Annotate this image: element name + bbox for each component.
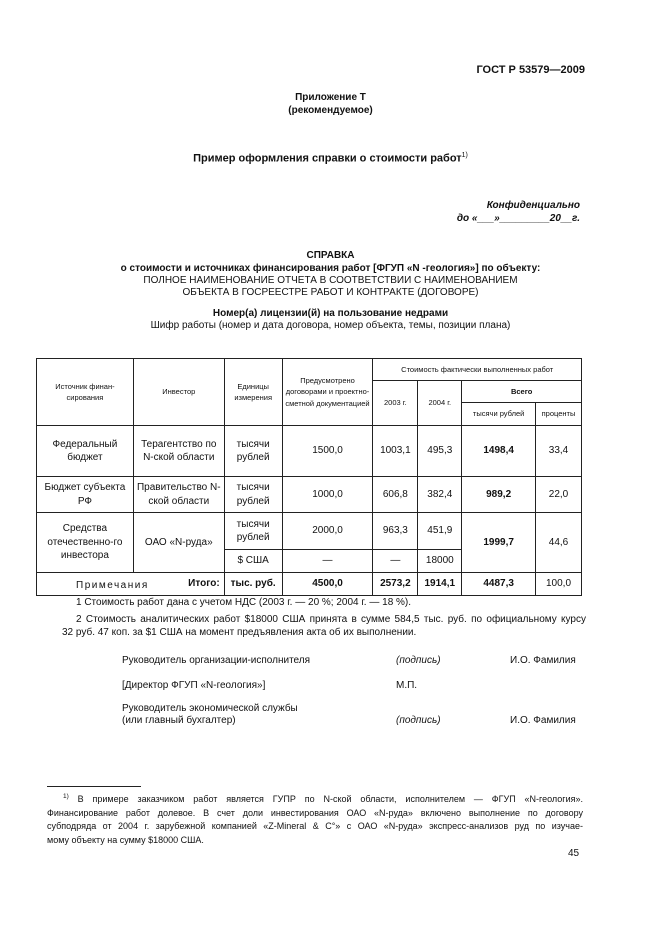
totals-units: тыс. руб. [224,573,282,596]
cell-planned: 1000,0 [282,477,373,513]
header-2004: 2004 г. [418,381,462,426]
cell-planned: — [282,550,373,573]
footnote-divider [47,786,141,787]
license-line: Номер(а) лицензии(й) на пользование недрами [212,308,449,319]
signature-name-2: И.О. Фамилия [510,715,576,726]
header-investor: Инвестор [133,359,224,426]
signature-name: И.О. Фамилия [510,655,576,666]
cell-2004: 451,9 [418,513,462,550]
header-2003: 2003 г. [373,381,418,426]
cell-2003: 1003,1 [373,426,418,477]
header-source: Источник финан-сирования [37,359,134,426]
section-heading: Пример оформления справки о стоимости работ$^{1)}$ [193,152,468,165]
cell-planned: 1500,0 [282,426,373,477]
header-actual: Стоимость фактически выполненных работ [373,359,582,381]
header-thousand: тысячи рублей [462,403,536,426]
header-units: Единицы измерения [224,359,282,426]
cell-percent: 44,6 [536,513,582,573]
note-2b: 32 руб. 47 коп. за $1 США на момент предъявления акта об их выполнении. [62,627,417,638]
cell-units: тысячи рублей [224,426,282,477]
table-row [37,513,582,550]
spravka-line1: о стоимости и источниках финансирования работ [ФГУП «N -геология»] по объекту: [120,263,541,274]
cell-percent: 33,4 [536,426,582,477]
econ-head-label-2: (или главный бухгалтер) [122,715,236,726]
table-row [37,477,582,513]
cell-2004: 18000 [418,550,462,573]
appendix-subtitle: (рекомендуемое) [288,105,373,116]
cell-investor: Правительство N-ской области [133,477,224,513]
header-percent: проценты [536,403,582,426]
cell-investor: Терагентство по N-ской области [133,426,224,477]
totals-label: Итого: [37,573,225,596]
footnote-line: мому объекту на сумму $18000 США. [47,834,204,845]
cipher-line: Шифр работы (номер и дата договора, номер объекта, темы, позиции плана) [150,320,511,331]
footnote-line: В примере заказчиком работ является ГУПР по N-ской области, исполнителем — ФГУП «N-геология». [77,794,583,804]
cell-total: 1999,7 [462,513,536,573]
cell-total: 989,2 [462,477,536,513]
confidential-label: Конфиденциально [486,200,580,211]
signature-placeholder-2: (подпись) [396,715,441,726]
signature-placeholder: (подпись) [396,655,441,666]
notes-title: Примечания [76,580,149,591]
cell-2004: 382,4 [418,477,462,513]
cell-source: Бюджет субъекта РФ [37,477,134,513]
totals-planned: 4500,0 [282,573,373,596]
note-2a: 2 Стоимость аналитических работ $18000 США принята в сумме 584,5 тыс. руб. по официальному курсу [76,614,586,625]
footnote-line: субподряда от 2004 г. зарубежной компанией «Z-Mineral & C°» с ОАО «N-руда» экспресс-анализов руд по изучае- [47,821,583,831]
totals-2003: 2573,2 [373,573,418,596]
footnote [47,790,583,847]
cell-2003: 606,8 [373,477,418,513]
econ-head-label: Руководитель экономической службы [122,703,298,714]
note-1: 1 Стоимость работ дана с учетом НДС (2003 г. — 20 %; 2004 г. — 18 %). [76,597,412,608]
spravka-title: СПРАВКА [306,250,355,261]
cell-percent: 22,0 [536,477,582,513]
cell-2003: — [373,550,418,573]
standard-number: ГОСТ Р 53579—2009 [476,64,585,76]
cell-investor: ОАО «N-руда» [133,513,224,573]
cell-source: Федеральный бюджет [37,426,134,477]
totals-percent: 100,0 [536,573,582,596]
cost-table [36,358,582,596]
footnote-mark: 1) [63,793,69,800]
appendix-title: Приложение Т [295,92,366,103]
spravka-line3: ОБЪЕКТА В ГОСРЕЕСТРЕ РАБОТ И КОНТРАКТЕ (ДОГОВОРЕ) [182,287,479,298]
cell-2003: 963,3 [373,513,418,550]
page-number: 45 [568,848,580,859]
signature-head-label: Руководитель организации-исполнителя [122,655,311,666]
cell-2004: 495,3 [418,426,462,477]
cell-source: Средства отечественно-го инвестора [37,513,134,573]
director-label: [Директор ФГУП «N-геология»] [122,680,266,691]
totals-2004: 1914,1 [418,573,462,596]
footnote-line: Финансирование работ долевое. В счет доли инвестирования ОАО «N-руда» включено выполнение по договору [47,807,583,818]
cell-total: 1498,4 [462,426,536,477]
header-planned: Предусмотрено договорами и проектно-сметной документацией [282,359,373,426]
cell-units: тысячи рублей [224,477,282,513]
totals-total: 4487,3 [462,573,536,596]
header-total: Всего [462,381,582,403]
cell-units: $ США [224,550,282,573]
cell-planned: 2000,0 [282,513,373,550]
cell-units: тысячи рублей [224,513,282,550]
footnote-mark: 1) [461,152,468,159]
stamp-label: М.П. [396,680,418,691]
confidential-date: до «___»_________20__г. [456,213,580,224]
table-row [37,426,582,477]
spravka-line2: ПОЛНОЕ НАИМЕНОВАНИЕ ОТЧЕТА В СООТВЕТСТВИИ С НАИМЕНОВАНИЕМ [143,275,518,286]
